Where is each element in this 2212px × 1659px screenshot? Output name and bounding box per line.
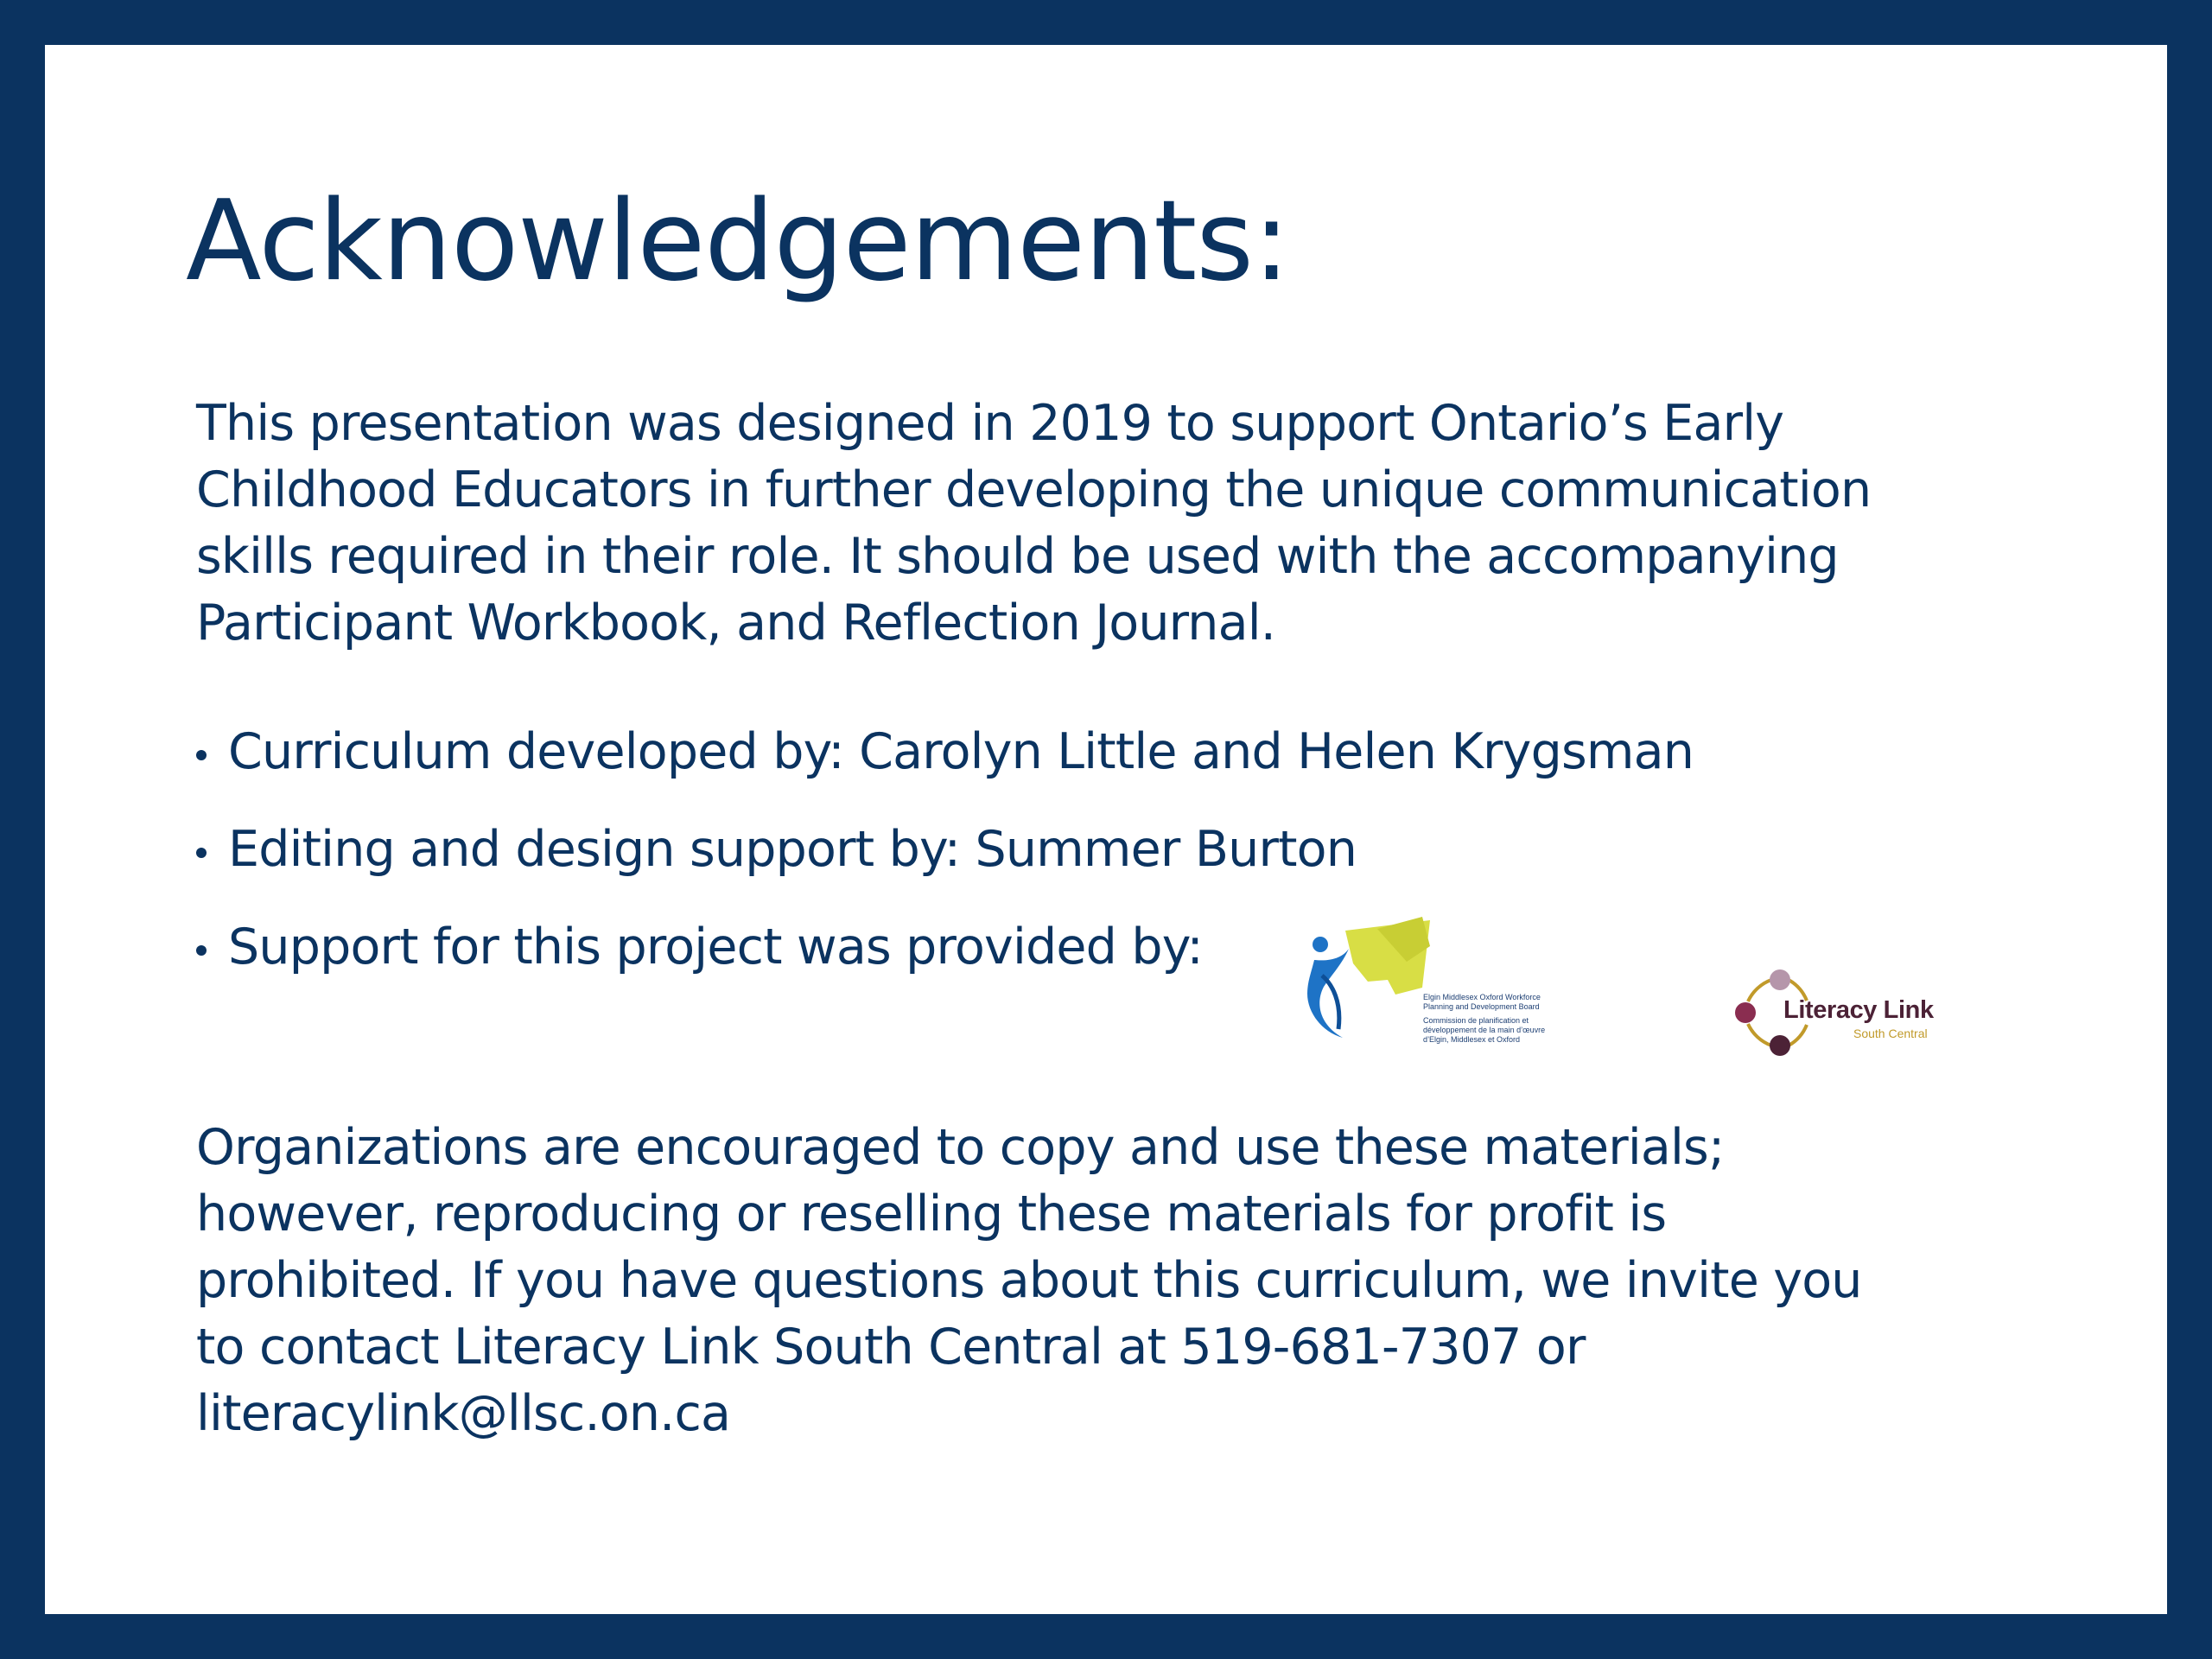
closing-line: prohibited. If you have questions about this curriculum, we invite you	[196, 1252, 1862, 1309]
intro-paragraph	[196, 391, 2028, 657]
bullet-text: Support for this project was provided by:	[228, 918, 1203, 976]
slide-title: Acknowledgements:	[186, 177, 1290, 306]
intro-line: Participant Workbook, and Reflection Journal.	[196, 594, 1276, 652]
literacy-link-logo	[1732, 969, 1992, 1098]
sponsor-logos	[1300, 886, 2018, 1076]
intro-line: Childhood Educators in further developing the unique communication	[196, 461, 1872, 518]
closing-line: however, reproducing or reselling these materials for profit is	[196, 1185, 1667, 1243]
board-line: développement de la main d’œuvre	[1423, 1026, 1546, 1034]
workforce-board-mark-icon	[1300, 886, 1439, 1058]
closing-line: to contact Literacy Link South Central at 519-681-7307 or	[196, 1319, 1586, 1376]
board-line: Commission de planification et	[1423, 1016, 1529, 1025]
bullet-curriculum	[196, 719, 2028, 785]
bullet-text: Editing and design support by: Summer Burton	[228, 821, 1357, 878]
literacy-link-title: Literacy Link	[1783, 996, 1934, 1024]
bullet-editing	[196, 817, 2028, 883]
board-line: Planning and Development Board	[1423, 1002, 1540, 1011]
intro-line: This presentation was designed in 2019 to support Ontario’s Early	[196, 395, 1784, 452]
closing-line: Organizations are encouraged to copy and use these materials;	[196, 1119, 1725, 1176]
closing-paragraph	[196, 1115, 2028, 1447]
board-line: d’Elgin, Middlesex et Oxford	[1423, 1035, 1521, 1044]
closing-line: literacylink@llsc.on.ca	[196, 1385, 731, 1442]
workforce-board-logo	[1300, 886, 1620, 1076]
bullet-text: Curriculum developed by: Carolyn Little and Helen Krygsman	[228, 723, 1694, 780]
board-line: Elgin Middlesex Oxford Workforce	[1423, 993, 1541, 1001]
intro-line: skills required in their role. It should be used with the accompanying	[196, 528, 1839, 585]
workforce-board-text	[1423, 993, 1622, 1045]
literacy-link-subtitle: South Central	[1853, 1027, 1928, 1040]
